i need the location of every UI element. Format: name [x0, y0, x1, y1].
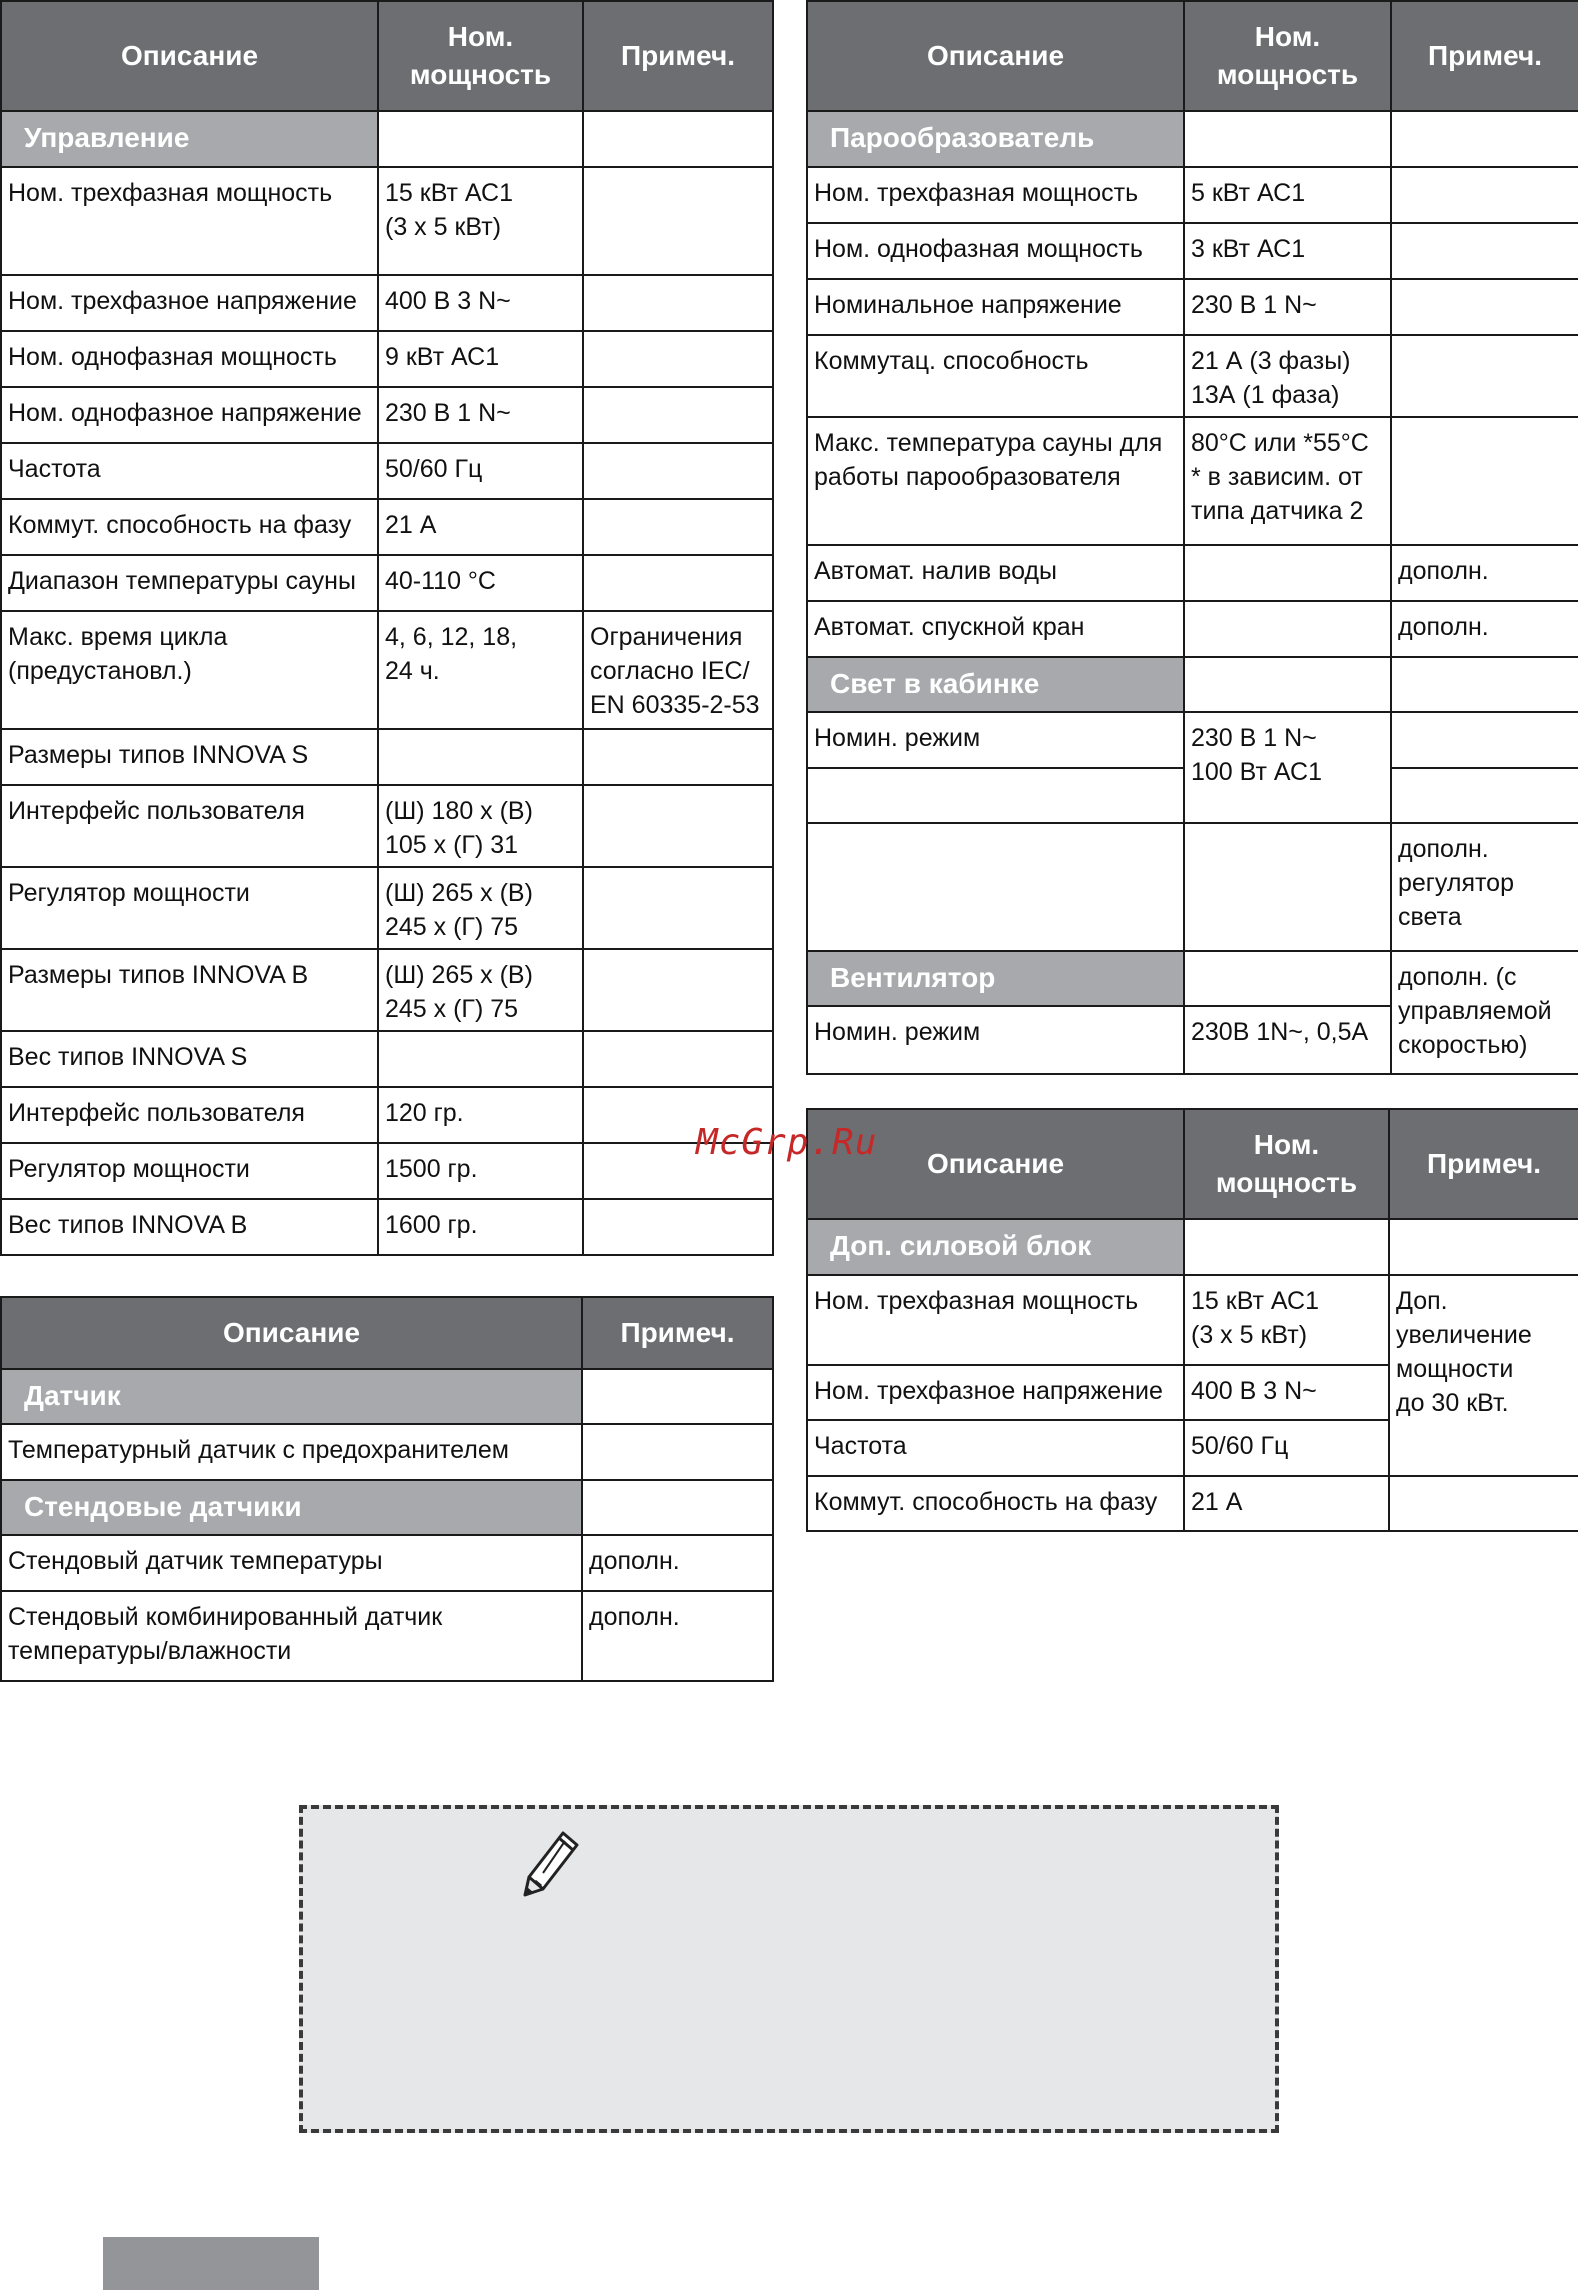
sensor-row-note [582, 1424, 773, 1480]
watermark: McGrp.Ru [696, 1122, 878, 1163]
section-steam-generator: Парообразователь [807, 111, 1184, 167]
row-note [583, 1199, 773, 1255]
extra-row-power: 21 А [1184, 1476, 1389, 1531]
pencil-icon [523, 1829, 581, 1899]
row-description: Ном. трехфазная мощность [1, 167, 378, 275]
fan-mode-power: 230В 1N~, 0,5А [1184, 1006, 1391, 1074]
row-power: 230 В 1 N~ [1184, 279, 1391, 335]
header-power: Ном. мощность [378, 1, 583, 111]
row-note [583, 167, 773, 275]
row-power: 120 гр. [378, 1087, 583, 1143]
row-power: 400 В 3 N~ [378, 275, 583, 331]
row-power: 50/60 Гц [378, 443, 583, 499]
row-power: 1600 гр. [378, 1199, 583, 1255]
extra-power-spec-table [806, 1108, 1578, 1532]
row-note [583, 331, 773, 387]
row-power: 3 кВт АС1 [1184, 223, 1391, 279]
extra-row-desc: Частота [807, 1420, 1184, 1476]
note-box [299, 1805, 1279, 2133]
row-description: Регулятор мощности [1, 1143, 378, 1199]
control-rows [1, 167, 773, 1255]
table-row [1, 1199, 773, 1255]
extra-row-power: 50/60 Гц [1184, 1420, 1389, 1476]
sensor-row-note: дополн. [582, 1591, 773, 1681]
row-description: Ном. однофазное напряжение [1, 387, 378, 443]
row-description: Размеры типов INNOVA S [1, 729, 378, 785]
row-power: 21 А (3 фазы) 13А (1 фаза) [1184, 335, 1391, 417]
steam-rows [807, 167, 1578, 657]
header-note: Примеч. [583, 1, 773, 111]
sensor-row-note: дополн. [582, 1535, 773, 1591]
header-description: Описание [1, 1297, 582, 1369]
row-note: дополн. [1391, 601, 1578, 657]
row-note [1391, 417, 1578, 545]
table-row [1, 275, 773, 331]
sensor-row-desc: Температурный датчик с предохранителем [1, 1424, 582, 1480]
table-row [1, 387, 773, 443]
row-power: 40-110 °C [378, 555, 583, 611]
row-description: Ном. однофазная мощность [1, 331, 378, 387]
row-note [583, 555, 773, 611]
section-bench-sensors: Стендовые датчики [1, 1480, 582, 1535]
row-note [583, 729, 773, 785]
table-row [807, 417, 1578, 545]
row-power: (Ш) 180 х (В) 105 х (Г) 31 [378, 785, 583, 867]
row-description: Частота [1, 443, 378, 499]
row-power: 21 А [378, 499, 583, 555]
header-description: Описание [807, 1, 1184, 111]
table-row [1, 867, 773, 949]
row-note [1391, 223, 1578, 279]
row-power: 4, 6, 12, 18, 24 ч. [378, 611, 583, 729]
extra-row-power: 15 кВт АС1 (3 х 5 кВт) [1184, 1275, 1389, 1365]
row-description: Ном. однофазная мощность [807, 223, 1184, 279]
row-note: Ограничения согласно IEC/ EN 60335-2-53 [583, 611, 773, 729]
extra-merged-note: Доп. увеличение мощности до 30 кВт. [1389, 1275, 1578, 1476]
section-extra-power-unit: Доп. силовой блок [807, 1219, 1184, 1275]
section-fan: Вентилятор [807, 951, 1184, 1006]
page-footer-bar [103, 2237, 319, 2290]
section-control: Управление [1, 111, 378, 167]
sensor-spec-table [0, 1296, 774, 1682]
row-power: 230 В 1 N~ [378, 387, 583, 443]
table-row [1, 443, 773, 499]
table-row [807, 279, 1578, 335]
extra-row-desc: Ном. трехфазная мощность [807, 1275, 1184, 1365]
extra-row-power: 400 В 3 N~ [1184, 1365, 1389, 1420]
row-description: Коммутац. способность [807, 335, 1184, 417]
row-description: Автомат. налив воды [807, 545, 1184, 601]
row-note [1391, 279, 1578, 335]
row-description: Интерфейс пользователя [1, 785, 378, 867]
light-mode-desc: Номин. режим [807, 712, 1184, 768]
header-note: Примеч. [582, 1297, 773, 1369]
table-row [1, 949, 773, 1031]
row-note [583, 499, 773, 555]
table-row [1, 785, 773, 867]
sensor-row-desc: Стендовый датчик температуры [1, 1535, 582, 1591]
row-note [583, 949, 773, 1031]
row-note [583, 443, 773, 499]
row-power [378, 729, 583, 785]
header-description: Описание [1, 1, 378, 111]
row-power [1184, 601, 1391, 657]
row-power: 80°C или *55°C * в зависим. от типа датчика 2 [1184, 417, 1391, 545]
row-power: 9 кВт АС1 [378, 331, 583, 387]
control-spec-table [0, 0, 774, 1256]
fan-note: дополн. (с управляемой скоростью) [1391, 951, 1578, 1074]
header-power: Ном. мощность [1184, 1, 1391, 111]
header-description: Описание [807, 1109, 1184, 1219]
row-description: Макс. температура сауны для работы парообразователя [807, 417, 1184, 545]
row-power [1184, 545, 1391, 601]
table-row [807, 335, 1578, 417]
row-note [1391, 335, 1578, 417]
row-description: Коммут. способность на фазу [1, 499, 378, 555]
light-regulator-note: дополн. регулятор света [1391, 823, 1578, 951]
row-note [583, 275, 773, 331]
table-row [807, 223, 1578, 279]
row-power: (Ш) 265 х (В) 245 х (Г) 75 [378, 867, 583, 949]
table-row [1, 555, 773, 611]
row-note: дополн. [1391, 545, 1578, 601]
table-row [1, 1031, 773, 1087]
table-row [1, 611, 773, 729]
row-power: 1500 гр. [378, 1143, 583, 1199]
table-row [807, 167, 1578, 223]
row-description: Интерфейс пользователя [1, 1087, 378, 1143]
row-power: (Ш) 265 х (В) 245 х (Г) 75 [378, 949, 583, 1031]
row-note [1391, 167, 1578, 223]
extra-row-desc: Ном. трехфазное напряжение [807, 1365, 1184, 1420]
section-cabin-light: Свет в кабинке [807, 657, 1184, 712]
row-description: Диапазон температуры сауны [1, 555, 378, 611]
row-description: Макс. время цикла (предустановл.) [1, 611, 378, 729]
row-description: Вес типов INNOVA S [1, 1031, 378, 1087]
row-description: Автомат. спускной кран [807, 601, 1184, 657]
table-row [807, 601, 1578, 657]
row-description: Вес типов INNOVA B [1, 1199, 378, 1255]
table-row [807, 545, 1578, 601]
row-power: 15 кВт АС1 (3 х 5 кВт) [378, 167, 583, 275]
row-description: Размеры типов INNOVA B [1, 949, 378, 1031]
table-row [1, 1087, 773, 1143]
header-power: Ном. мощность [1184, 1109, 1389, 1219]
table-row [1, 1143, 773, 1199]
table-row [1, 729, 773, 785]
row-description: Ном. трехфазная мощность [807, 167, 1184, 223]
row-note [583, 1031, 773, 1087]
fan-mode-desc: Номин. режим [807, 1006, 1184, 1074]
section-sensor: Датчик [1, 1369, 582, 1424]
light-mode-power: 230 В 1 N~ 100 Вт АС1 [1184, 712, 1391, 823]
table-row [1, 167, 773, 275]
table-row [1, 499, 773, 555]
extra-row-desc: Коммут. способность на фазу [807, 1476, 1184, 1531]
header-note: Примеч. [1389, 1109, 1578, 1219]
sensor-row-desc: Стендовый комбинированный датчик температуры/влажности [1, 1591, 582, 1681]
row-description: Ном. трехфазное напряжение [1, 275, 378, 331]
row-description: Регулятор мощности [1, 867, 378, 949]
steam-spec-table [806, 0, 1578, 1075]
row-power [378, 1031, 583, 1087]
row-power: 5 кВт АС1 [1184, 167, 1391, 223]
table-row [1, 331, 773, 387]
row-note [583, 785, 773, 867]
row-note [583, 867, 773, 949]
row-description: Номинальное напряжение [807, 279, 1184, 335]
row-note [583, 387, 773, 443]
header-note: Примеч. [1391, 1, 1578, 111]
